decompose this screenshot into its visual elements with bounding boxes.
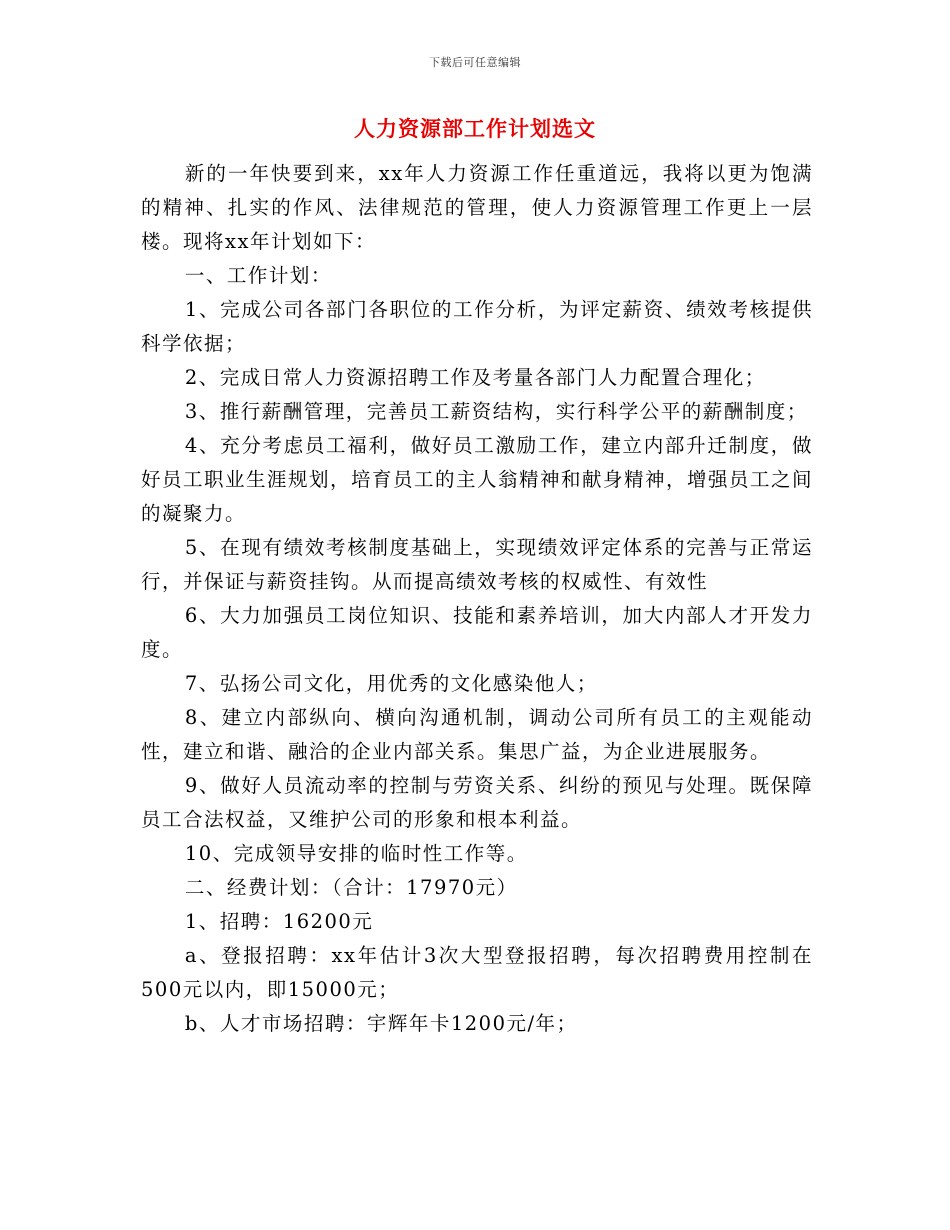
section-heading-budget: 二、经费计划：（合计：17970元） <box>184 876 518 899</box>
work-plan-item-4: 4、充分考虑员工福利，做好员工激励工作，建立内部升迁制度，做好员工职业生涯规划，培育员工的主人翁精神和献身精神，增强员工之间的凝聚力。 <box>141 434 814 525</box>
work-plan-item-7: 7、弘扬公司文化，用优秀的文化感染他人； <box>184 672 598 695</box>
work-plan-item-2: 2、完成日常人力资源招聘工作及考量各部门人力配置合理化； <box>184 366 766 389</box>
work-plan-item-6: 6、大力加强员工岗位知识、技能和素养培训，加大内部人才开发力度。 <box>141 604 813 661</box>
budget-subitem-newspaper: a、登报招聘：xx年估计3次大型登报招聘，每次招聘费用控制在500元以内，即15000元； <box>141 944 813 1001</box>
document-title: 人力资源部工作计划选文 <box>354 116 596 141</box>
work-plan-item-5: 5、在现有绩效考核制度基础上，实现绩效评定体系的完善与正常运行，并保证与薪资挂钩。从而提高绩效考核的权威性、有效性 <box>141 536 813 593</box>
header-note: 下载后可任意编辑 <box>429 56 521 69</box>
work-plan-item-3: 3、推行薪酬管理，完善员工薪资结构，实行科学公平的薪酬制度； <box>184 400 808 423</box>
work-plan-item-10: 10、完成领导安排的临时性工作等。 <box>184 842 528 865</box>
document-body <box>141 157 813 1041</box>
section-heading-work-plan: 一、工作计划： <box>184 264 332 287</box>
work-plan-item-8: 8、建立内部纵向、横向沟通机制，调动公司所有员工的主观能动性，建立和谐、融洽的企业内部关系。集思广益，为企业进展服务。 <box>141 706 813 763</box>
budget-item-recruitment: 1、招聘：16200元 <box>184 910 374 933</box>
work-plan-item-1: 1、完成公司各部门各职位的工作分析，为评定薪资、绩效考核提供科学依据； <box>141 298 813 355</box>
work-plan-item-9: 9、做好人员流动率的控制与劳资关系、纠纷的预见与处理。既保障员工合法权益，又维护公司的形象和根本利益。 <box>141 774 813 831</box>
budget-subitem-talent-market: b、人才市场招聘：宇辉年卡1200元/年； <box>184 1012 578 1035</box>
intro-paragraph: 新的一年快要到来，xx年人力资源工作任重道远，我将以更为饱满的精神、扎实的作风、法律规范的管理，使人力资源管理工作更上一层楼。现将xx年计划如下： <box>141 162 813 253</box>
